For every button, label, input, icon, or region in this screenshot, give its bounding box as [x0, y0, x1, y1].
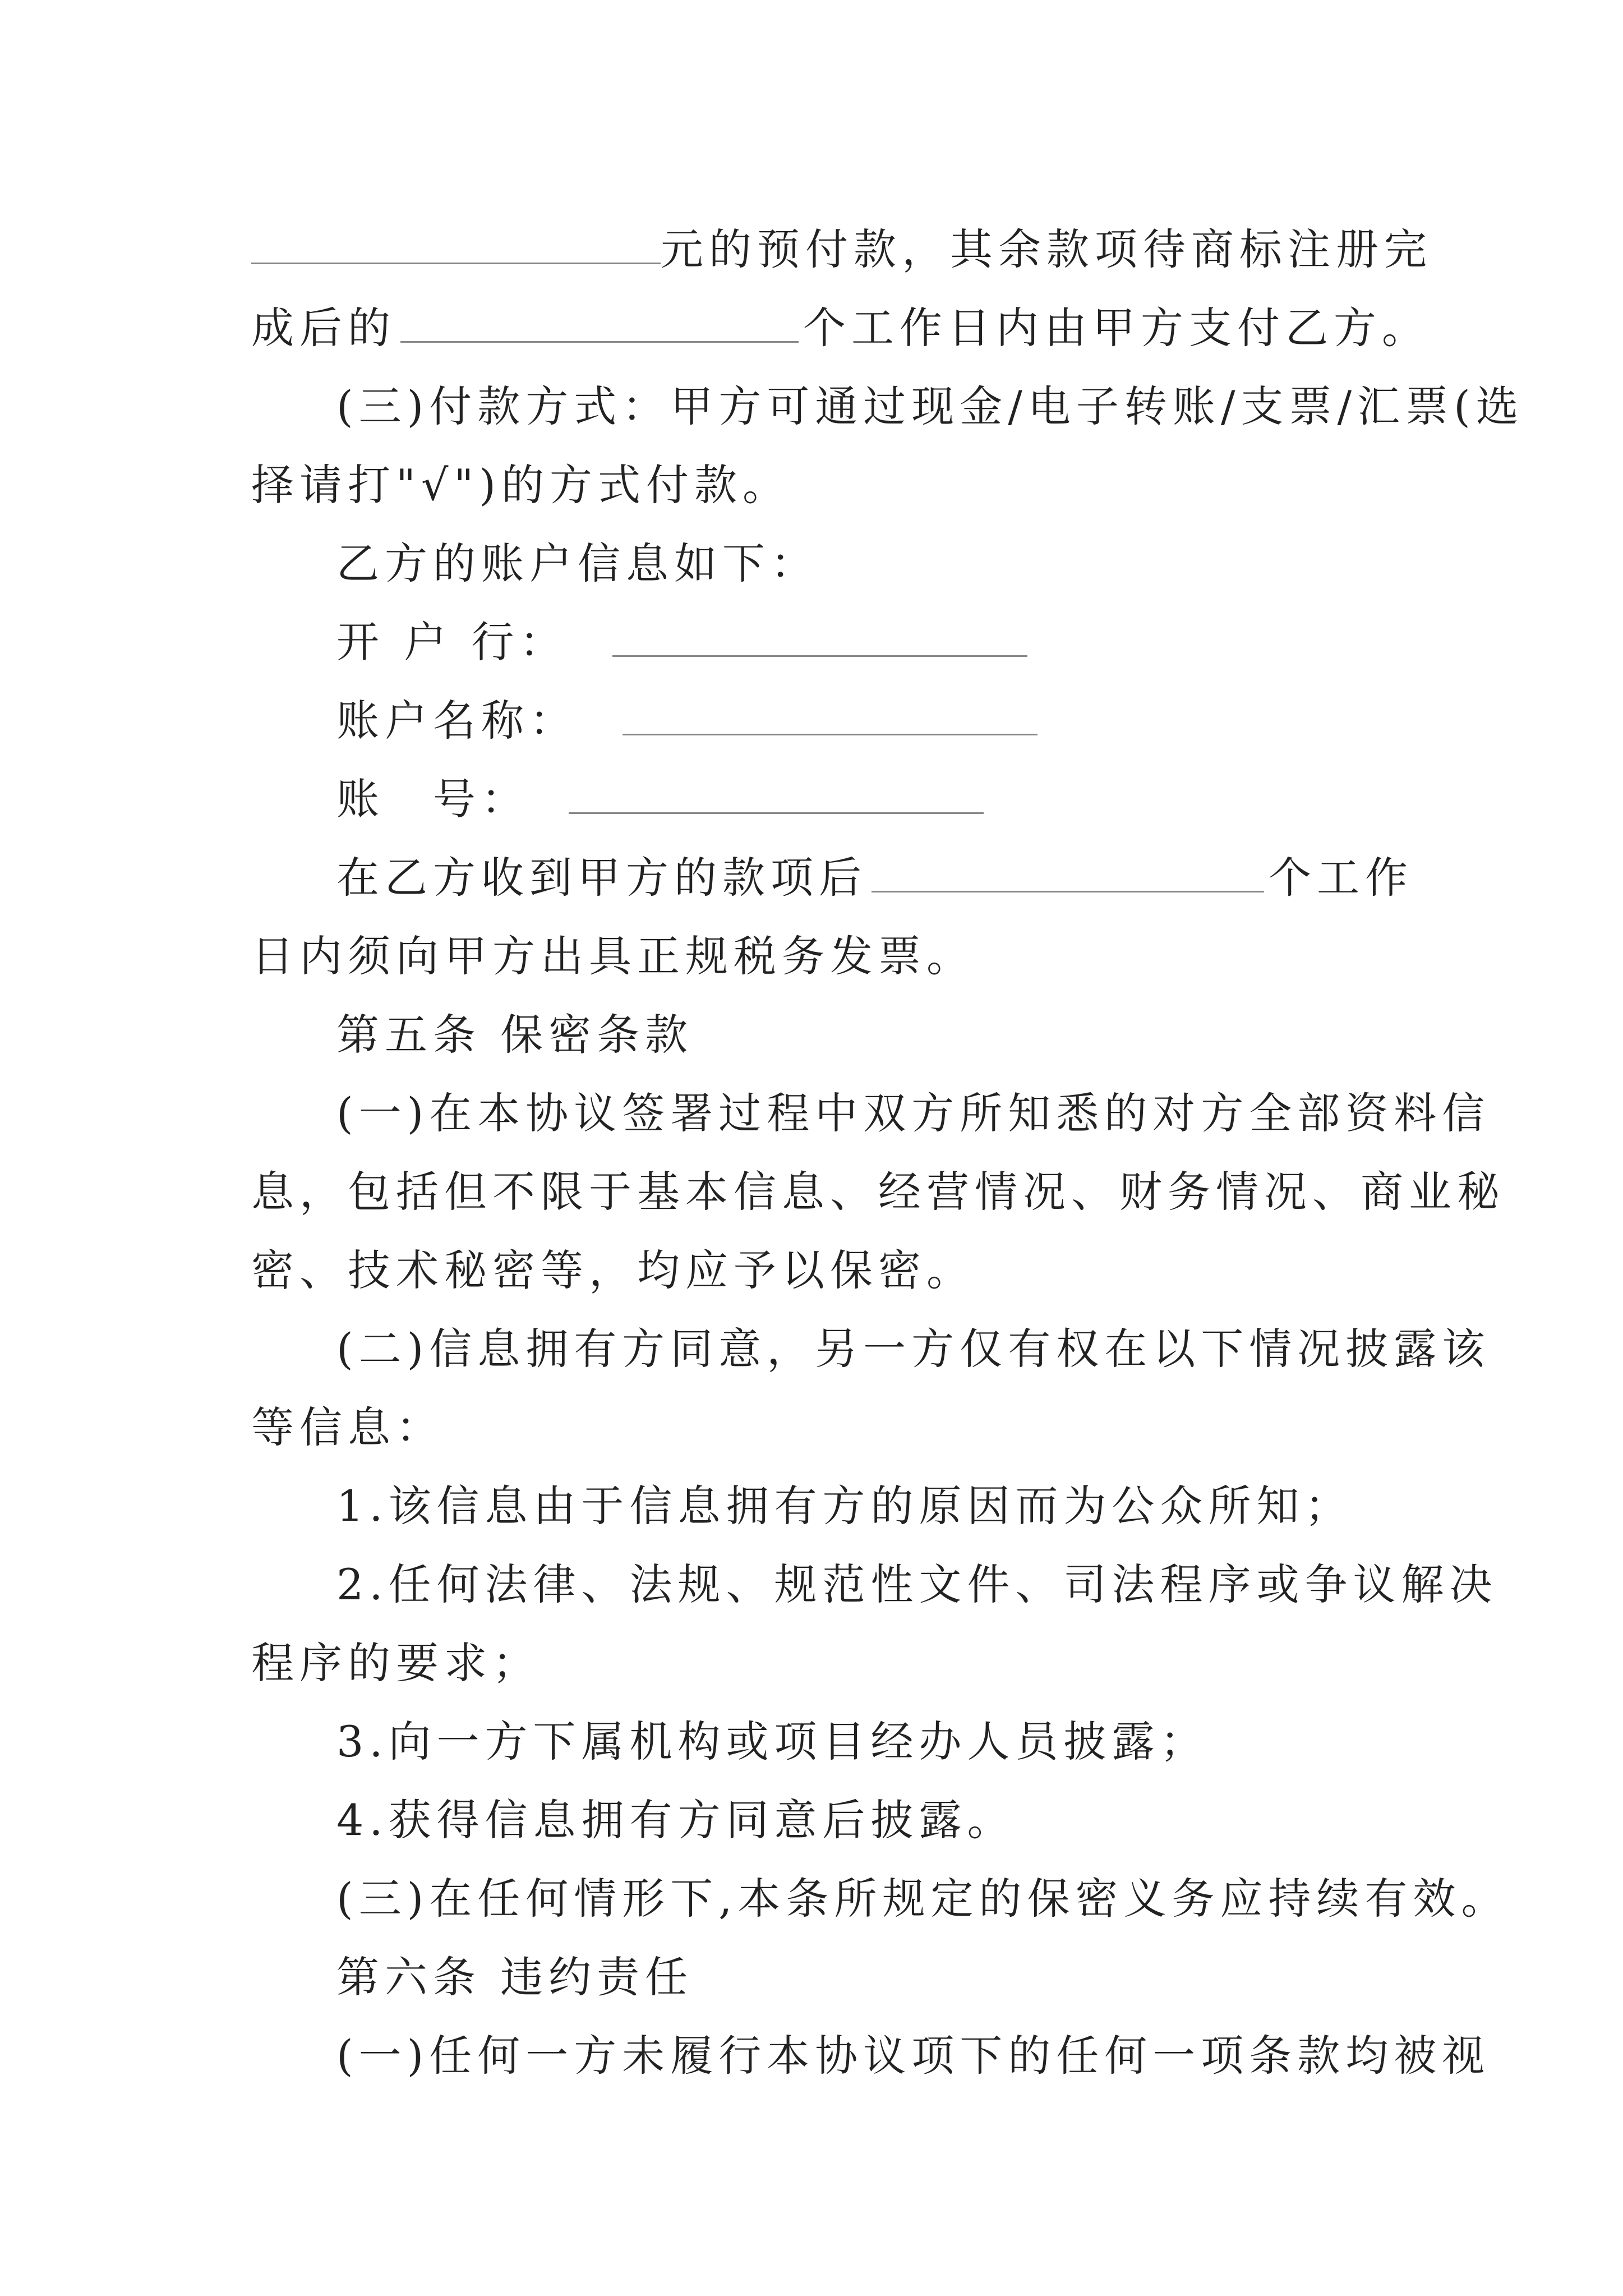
text-line: 息，包括但不限于基本信息、经营情况、财务情况、商业秘: [251, 1167, 1505, 1217]
blank-field-bank-name[interactable]: [612, 609, 1027, 657]
text-segment: 元的预付款，其余款项待商标注册完: [661, 224, 1432, 274]
account-name-label: 账户名称：: [336, 696, 578, 746]
blank-field-account-name[interactable]: [623, 688, 1038, 735]
text-line: 密、技术秘密等，均应予以保密。: [251, 1245, 975, 1295]
text-segment: 成后的: [251, 303, 396, 353]
text-line: (三)付款方式：甲方可通过现金/电子转账/支票/汇票(选: [336, 381, 1524, 431]
section-heading: 第六条 违约责任: [336, 1952, 694, 2002]
bank-name-label: 开 户 行：: [336, 617, 568, 667]
text-line: 日内须向甲方出具正规税务发票。: [251, 931, 975, 981]
text-segment: 个工作: [1269, 853, 1413, 903]
blank-field-account-number[interactable]: [569, 766, 984, 814]
bank-name-row: [251, 603, 1384, 682]
blank-field-payment-days[interactable]: [400, 295, 799, 343]
account-number-label: 账 号：: [336, 774, 529, 824]
text-line: (一)任何一方未履行本协议项下的任何一项条款均被视: [336, 2031, 1491, 2081]
section-heading: 第五条 保密条款: [336, 1010, 694, 1060]
text-line: 择请打"√")的方式付款。: [251, 460, 791, 510]
list-item: 3.向一方下属机构或项目经办人员披露；: [336, 1717, 1209, 1766]
text-line: 程序的要求；: [251, 1638, 541, 1688]
list-item: 1.该信息由于信息拥有方的原因而为公众所知；: [336, 1481, 1353, 1531]
text-line: [251, 210, 1432, 289]
text-line: (三)在任何情形下,本条所规定的保密义务应持续有效。: [336, 1874, 1510, 1924]
text-line: [251, 289, 1430, 367]
account-name-row: [251, 682, 1384, 760]
blank-field-invoice-days[interactable]: [872, 845, 1264, 892]
text-segment: 在乙方收到甲方的款项后: [336, 853, 867, 903]
text-line: 等信息：: [251, 1402, 444, 1452]
text-line: 乙方的账户信息如下：: [336, 539, 819, 588]
list-item: 2.任何法律、法规、规范性文件、司法程序或争议解决: [336, 1559, 1498, 1609]
text-line: [251, 839, 1413, 917]
blank-field-prepayment-amount[interactable]: [251, 217, 661, 264]
account-number-row: [251, 760, 1384, 839]
text-line: (一)在本协议签署过程中双方所知悉的对方全部资料信: [336, 1088, 1491, 1138]
text-segment: 个工作日内由甲方支付乙方。: [803, 303, 1430, 353]
list-item: 4.获得信息拥有方同意后披露。: [336, 1795, 1016, 1845]
text-line: (二)信息拥有方同意，另一方仅有权在以下情况披露该: [336, 1324, 1491, 1374]
document-body: [251, 210, 1524, 2095]
